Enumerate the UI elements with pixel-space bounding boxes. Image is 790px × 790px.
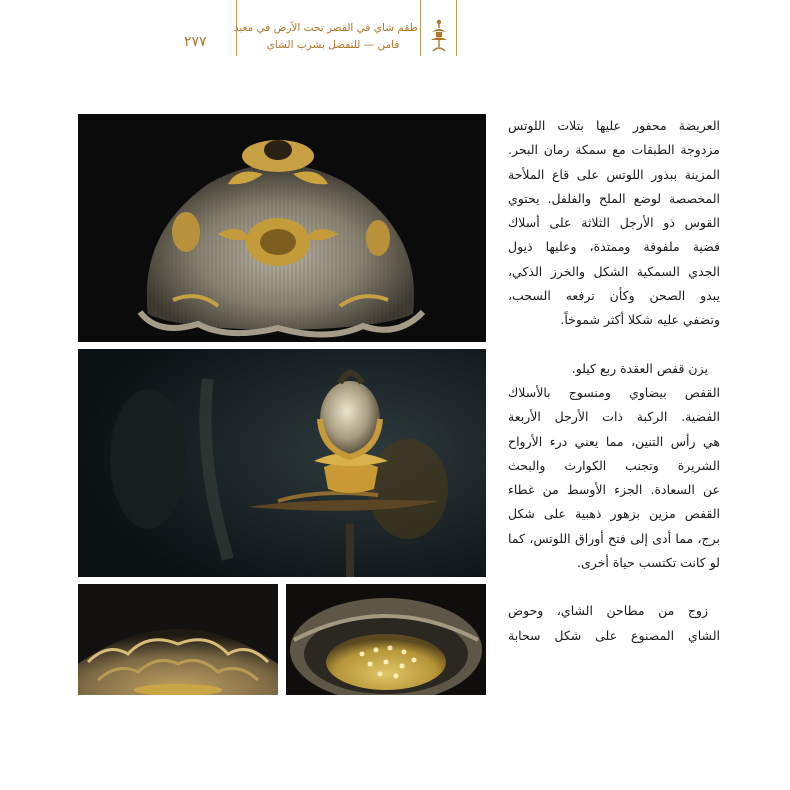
photo-basin-interior bbox=[286, 584, 486, 695]
paragraph-salt-cellar bbox=[508, 114, 720, 333]
text-line: الجدي السمكية الشكل والخرز الذكي، bbox=[508, 263, 720, 279]
paragraph-knot-cage bbox=[508, 357, 720, 576]
text-line: زوج من مطاحن الشاي، وحوض bbox=[508, 603, 708, 619]
running-title bbox=[233, 20, 418, 54]
lotus-finial-icon bbox=[428, 18, 450, 54]
text-line: يبدو الصحن وكأن ترفعه السحب، bbox=[508, 288, 720, 304]
text-line: القوس ذو الأرجل الثلاثة على أسلاك bbox=[508, 215, 720, 231]
running-title-line: طقم شاي في القصر تحت الأرض في معبد bbox=[233, 22, 418, 34]
page-header bbox=[0, 0, 790, 60]
header-divider-middle bbox=[420, 0, 421, 56]
photo-lotus-rim-detail bbox=[78, 584, 278, 695]
page-number: ٢٧٧ bbox=[184, 34, 207, 50]
text-line: الفضية. الركبة ذات الأرجل الأربعة bbox=[508, 409, 720, 425]
text-line: وتضفي عليه شكلا أكثر شموخاً. bbox=[560, 312, 720, 328]
text-line: المزينة ببذور اللوتس على قاع الملأحة bbox=[508, 166, 720, 182]
photo-salt-cellar-lid bbox=[78, 114, 486, 342]
text-line: العريضة محفور عليها بتلات اللوتس bbox=[508, 118, 720, 133]
photo-gilded-finial bbox=[78, 349, 486, 577]
text-line: فضية ملفوفة وممتدة، وعليها ذيول bbox=[508, 239, 720, 255]
running-title-line: فامن — للتفضل بشرب الشاي bbox=[266, 39, 400, 51]
header-divider-right bbox=[456, 0, 457, 56]
text-line: مزدوجة الطبقات مع سمكة رمان البحر. bbox=[508, 142, 720, 158]
text-line: يزن قفص العقدة ربع كيلو. bbox=[571, 360, 708, 376]
text-line: القفص بيضاوي ومنسوج بالأسلاك bbox=[508, 384, 720, 400]
text-line: برج، مما أدى إلى فتح أوراق اللوتس، كما bbox=[508, 530, 720, 546]
text-line: القفص مزين بزهور ذهبية على شكل bbox=[508, 506, 720, 522]
body-text-column bbox=[508, 114, 720, 672]
text-line: لو كانت تكتسب حياة أخرى. bbox=[577, 555, 720, 571]
text-line: الشاي المصنوع على شكل سحابة bbox=[508, 627, 720, 643]
paragraph-tea-grinders bbox=[508, 599, 720, 648]
text-line: الشريرة وتجنب الكوارث والبحث bbox=[508, 457, 720, 473]
text-line: هي رأس التنين، مما يعني درء الأرواح bbox=[508, 433, 720, 449]
text-line: عن السعادة. الجزء الأوسط من غطاء bbox=[508, 482, 720, 498]
text-line: المخصصة لوضع الملح والفلفل. يحتوي bbox=[508, 190, 720, 206]
